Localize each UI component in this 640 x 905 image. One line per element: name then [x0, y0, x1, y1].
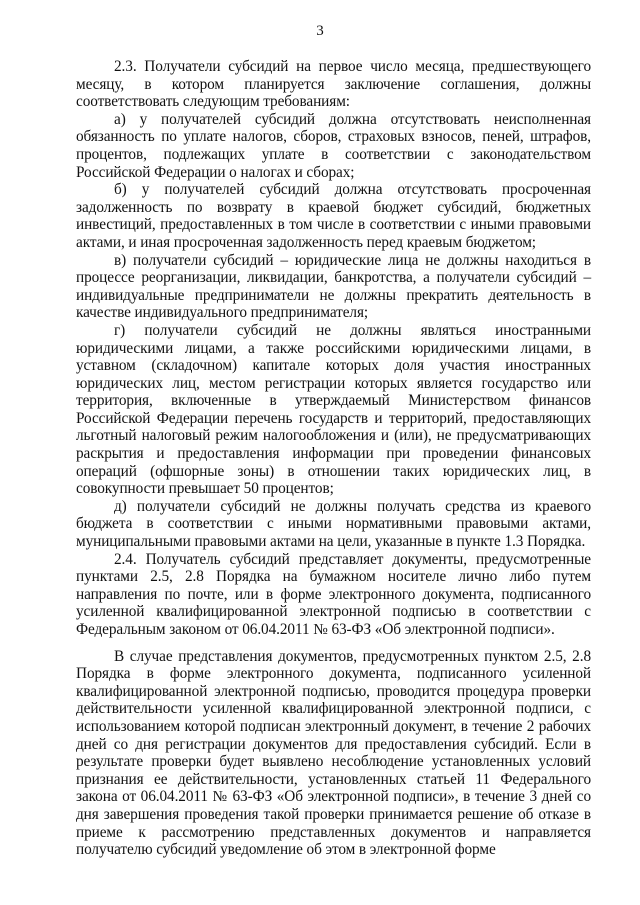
paragraph-2-4: 2.4. Получатель субсидий представляет документы, предусмотренные пунктами 2.5, 2.8 Порядка на бумажном носителе лично либо путем направления по почте, или в форме электронного документа, подписанного усиленной квалифицированной электронной подписью в соответствии с Федеральным законом от 06.04.2011 № 63-ФЗ «Об электронной подписи». [76, 550, 591, 638]
paragraph-2-3-v: в) получатели субсидий – юридические лица не должны находиться в процессе реорганизации, ликвидации, банкротства, а получатели субсидий – индивидуальные предприниматели не должны прекратить деятельность в качестве индивидуального предпринимателя; [76, 251, 591, 322]
document-body [76, 58, 591, 859]
page-number: 3 [316, 23, 324, 39]
paragraph-2-3: 2.3. Получатели субсидий на первое число месяца, предшествующего месяцу, в котором планируется заключение соглашения, должны соответствовать следующим требованиям: [76, 58, 591, 111]
paragraph-electronic-signature-check: В случае представления документов, предусмотренных пунктом 2.5, 2.8 Порядка в форме электронного документа, подписанного усиленной квалифицированной электронной подписью, проводится процедура проверки действительности усиленной квалифицированной электронной подписи, с использованием которой подписан электронный документ, в течение 2 рабочих дней со дня регистрации документов для предоставления субсидий. Если в результате проверки будет выявлено несоблюдение установленных условий признания ее действительности, установленных статьей 11 Федерального закона от 06.04.2011 № 63-ФЗ «Об электронной подписи», в течение 3 дней со дня завершения проведения такой проверки принимается решение об отказе в приеме к рассмотрению представленных документов и направляется получателю субсидий уведомление об этом в электронной форме [76, 647, 591, 859]
paragraph-2-3-b: б) у получателей субсидий должна отсутствовать просроченная задолженность по возврату в краевой бюджет субсидий, бюджетных инвестиций, предоставленных в том числе в соответствии с иными правовыми актами, и иная просроченная задолженность перед краевым бюджетом; [76, 181, 591, 251]
paragraph-2-3-g: г) получатели субсидий не должны являться иностранными юридическими лицами, а также российскими юридическими лицами, в уставном (складочном) капитале которых доля участия иностранных юридических лиц, местом регистрации которых является государство или территория, включенные в утверждаемый Министерством финансов Российской Федерации перечень государств и территорий, предоставляющих льготный налоговый режим налогообложения и (или), не предусматривающих раскрытия и предоставления информации при проведении финансовых операций (офшорные зоны) в отношении таких юридических лиц, в совокупности превышает 50 процентов; [76, 321, 591, 498]
paragraph-2-3-d: д) получатели субсидий не должны получать средства из краевого бюджета в соответствии с иными нормативными правовыми актами, муниципальными правовыми актами на цели, указанные в пункте 1.3 Порядка. [76, 497, 591, 551]
paragraph-2-3-a: а) у получателей субсидий должна отсутствовать неисполненная обязанность по уплате налогов, сборов, страховых взносов, пеней, штрафов, процентов, подлежащих уплате в соответствии с законодательством Российской Федерации о налогах и сборах; [76, 110, 591, 181]
